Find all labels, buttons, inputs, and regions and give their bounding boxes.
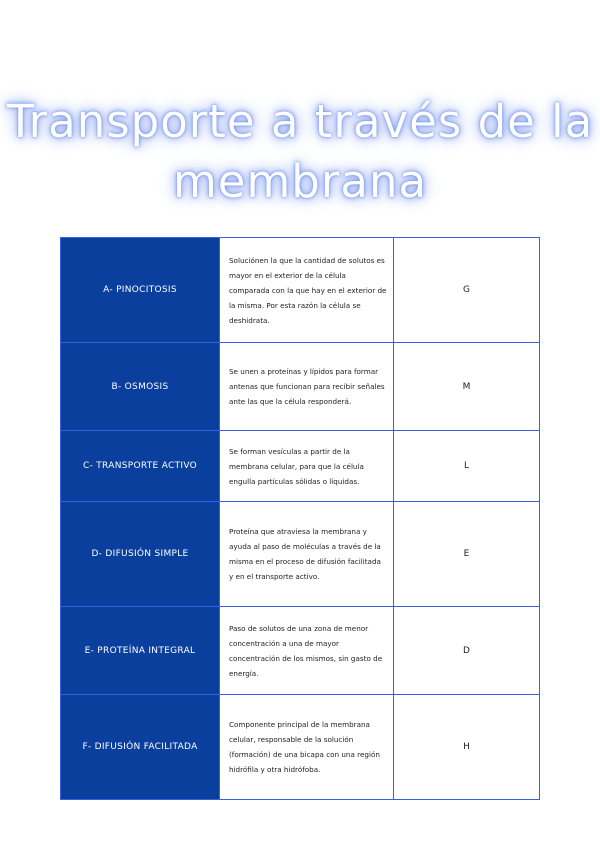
term-cell: E- PROTEÍNA INTEGRAL <box>61 607 220 695</box>
description-cell: Soluciónen la que la cantidad de solutos es mayor en el exterior de la célula comparada con la que hay en el exterior de la misma. Por esta razón la célula se deshidrata. <box>220 238 394 343</box>
answer-cell: D <box>394 607 540 695</box>
page-title <box>0 92 600 212</box>
term-cell: A- PINOCITOSIS <box>61 238 220 343</box>
description-cell: Componente principal de la membrana celular, responsable de la solución (formación) de una bicapa con una región hidrófila y otra hidrófoba. <box>220 695 394 800</box>
description-cell: Se unen a proteínas y lípidos para formar antenas que funcionan para recibir señales ante las que la célula responderá. <box>220 343 394 431</box>
table-row <box>61 502 540 607</box>
description-cell: Se forman vesículas a partir de la membrana celular, para que la célula engulla partículas sólidas o líquidas. <box>220 431 394 502</box>
table-row <box>61 343 540 431</box>
term-cell: F- DIFUSIÓN FACILITADA <box>61 695 220 800</box>
table-row <box>61 238 540 343</box>
term-cell: D- DIFUSIÓN SIMPLE <box>61 502 220 607</box>
page-title-line-2: membrana <box>172 155 428 209</box>
page-title-line-1: Transporte a través de la <box>6 95 594 149</box>
matching-table <box>60 237 540 800</box>
answer-cell: G <box>394 238 540 343</box>
term-cell: C- TRANSPORTE ACTIVO <box>61 431 220 502</box>
answer-cell: E <box>394 502 540 607</box>
description-cell: Paso de solutos de una zona de menor concentración a una de mayor concentración de los mismos, sin gasto de energía. <box>220 607 394 695</box>
table-row <box>61 607 540 695</box>
description-cell: Proteína que atraviesa la membrana y ayuda al paso de moléculas a través de la misma en el proceso de difusión facilitada y en el transporte activo. <box>220 502 394 607</box>
table-row <box>61 431 540 502</box>
answer-cell: H <box>394 695 540 800</box>
table-row <box>61 695 540 800</box>
answer-cell: L <box>394 431 540 502</box>
term-cell: B- OSMOSIS <box>61 343 220 431</box>
answer-cell: M <box>394 343 540 431</box>
